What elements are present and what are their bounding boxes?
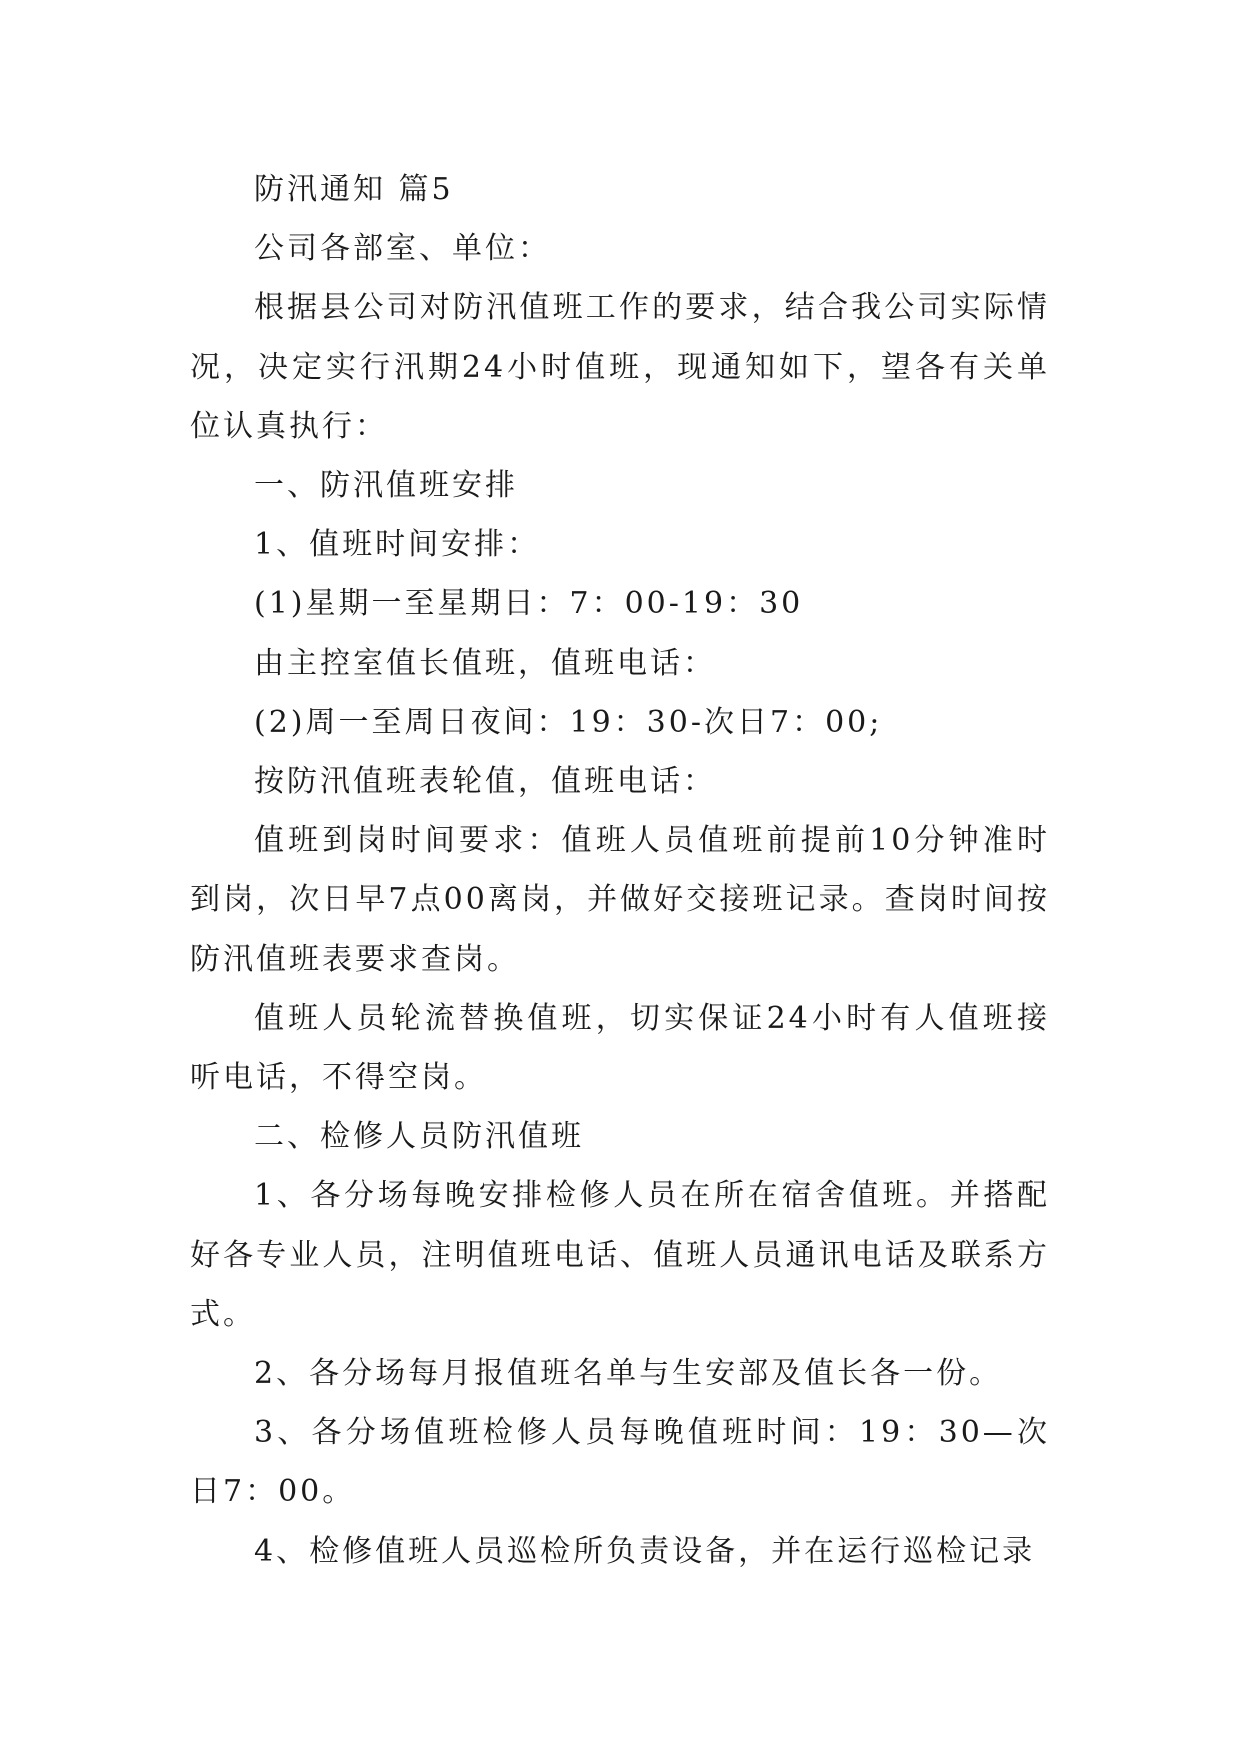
- section-heading-2: 二、检修人员防汛值班: [254, 1119, 584, 1155]
- section-heading-1: 一、防汛值班安排: [254, 468, 518, 504]
- maintenance-item-1: 1、各分场每晚安排检修人员在所在宿舍值班。并搭配好各专业人员，注明值班电话、值班人员通讯电话及联系方式。: [190, 1178, 1050, 1332]
- maintenance-item-2: 2、各分场每月报值班名单与生安部及值长各一份。: [254, 1356, 1003, 1392]
- arrival-requirement-paragraph: 值班到岗时间要求：值班人员值班前提前10分钟准时到岗，次日早7点00离岗，并做好交接班记录。查岗时间按防汛值班表要求查岗。: [190, 823, 1050, 977]
- document-page: [190, 160, 1050, 1581]
- schedule-item-day: (1)星期一至星期日：7：00-19：30: [254, 586, 804, 622]
- intro-paragraph: 根据县公司对防汛值班工作的要求，结合我公司实际情况，决定实行汛期24小时值班，现通知如下，望各有关单位认真执行：: [190, 290, 1050, 444]
- salutation: 公司各部室、单位：: [254, 231, 551, 267]
- rotation-paragraph: 值班人员轮流替换值班，切实保证24小时有人值班接听电话，不得空岗。: [190, 1000, 1050, 1096]
- schedule-night-note: 按防汛值班表轮值，值班电话：: [254, 764, 716, 800]
- maintenance-item-3: 3、各分场值班检修人员每晚值班时间：19：30—次日7：00。: [190, 1415, 1050, 1510]
- maintenance-item-4: 4、检修值班人员巡检所负责设备，并在运行巡检记录: [254, 1533, 1036, 1569]
- schedule-day-note: 由主控室值长值班，值班电话：: [254, 645, 716, 681]
- document-title: 防汛通知 篇5: [254, 172, 454, 207]
- subsection-heading: 1、值班时间安排：: [254, 527, 541, 563]
- schedule-item-night: (2)周一至周日夜间：19：30-次日7：00;: [254, 704, 883, 740]
